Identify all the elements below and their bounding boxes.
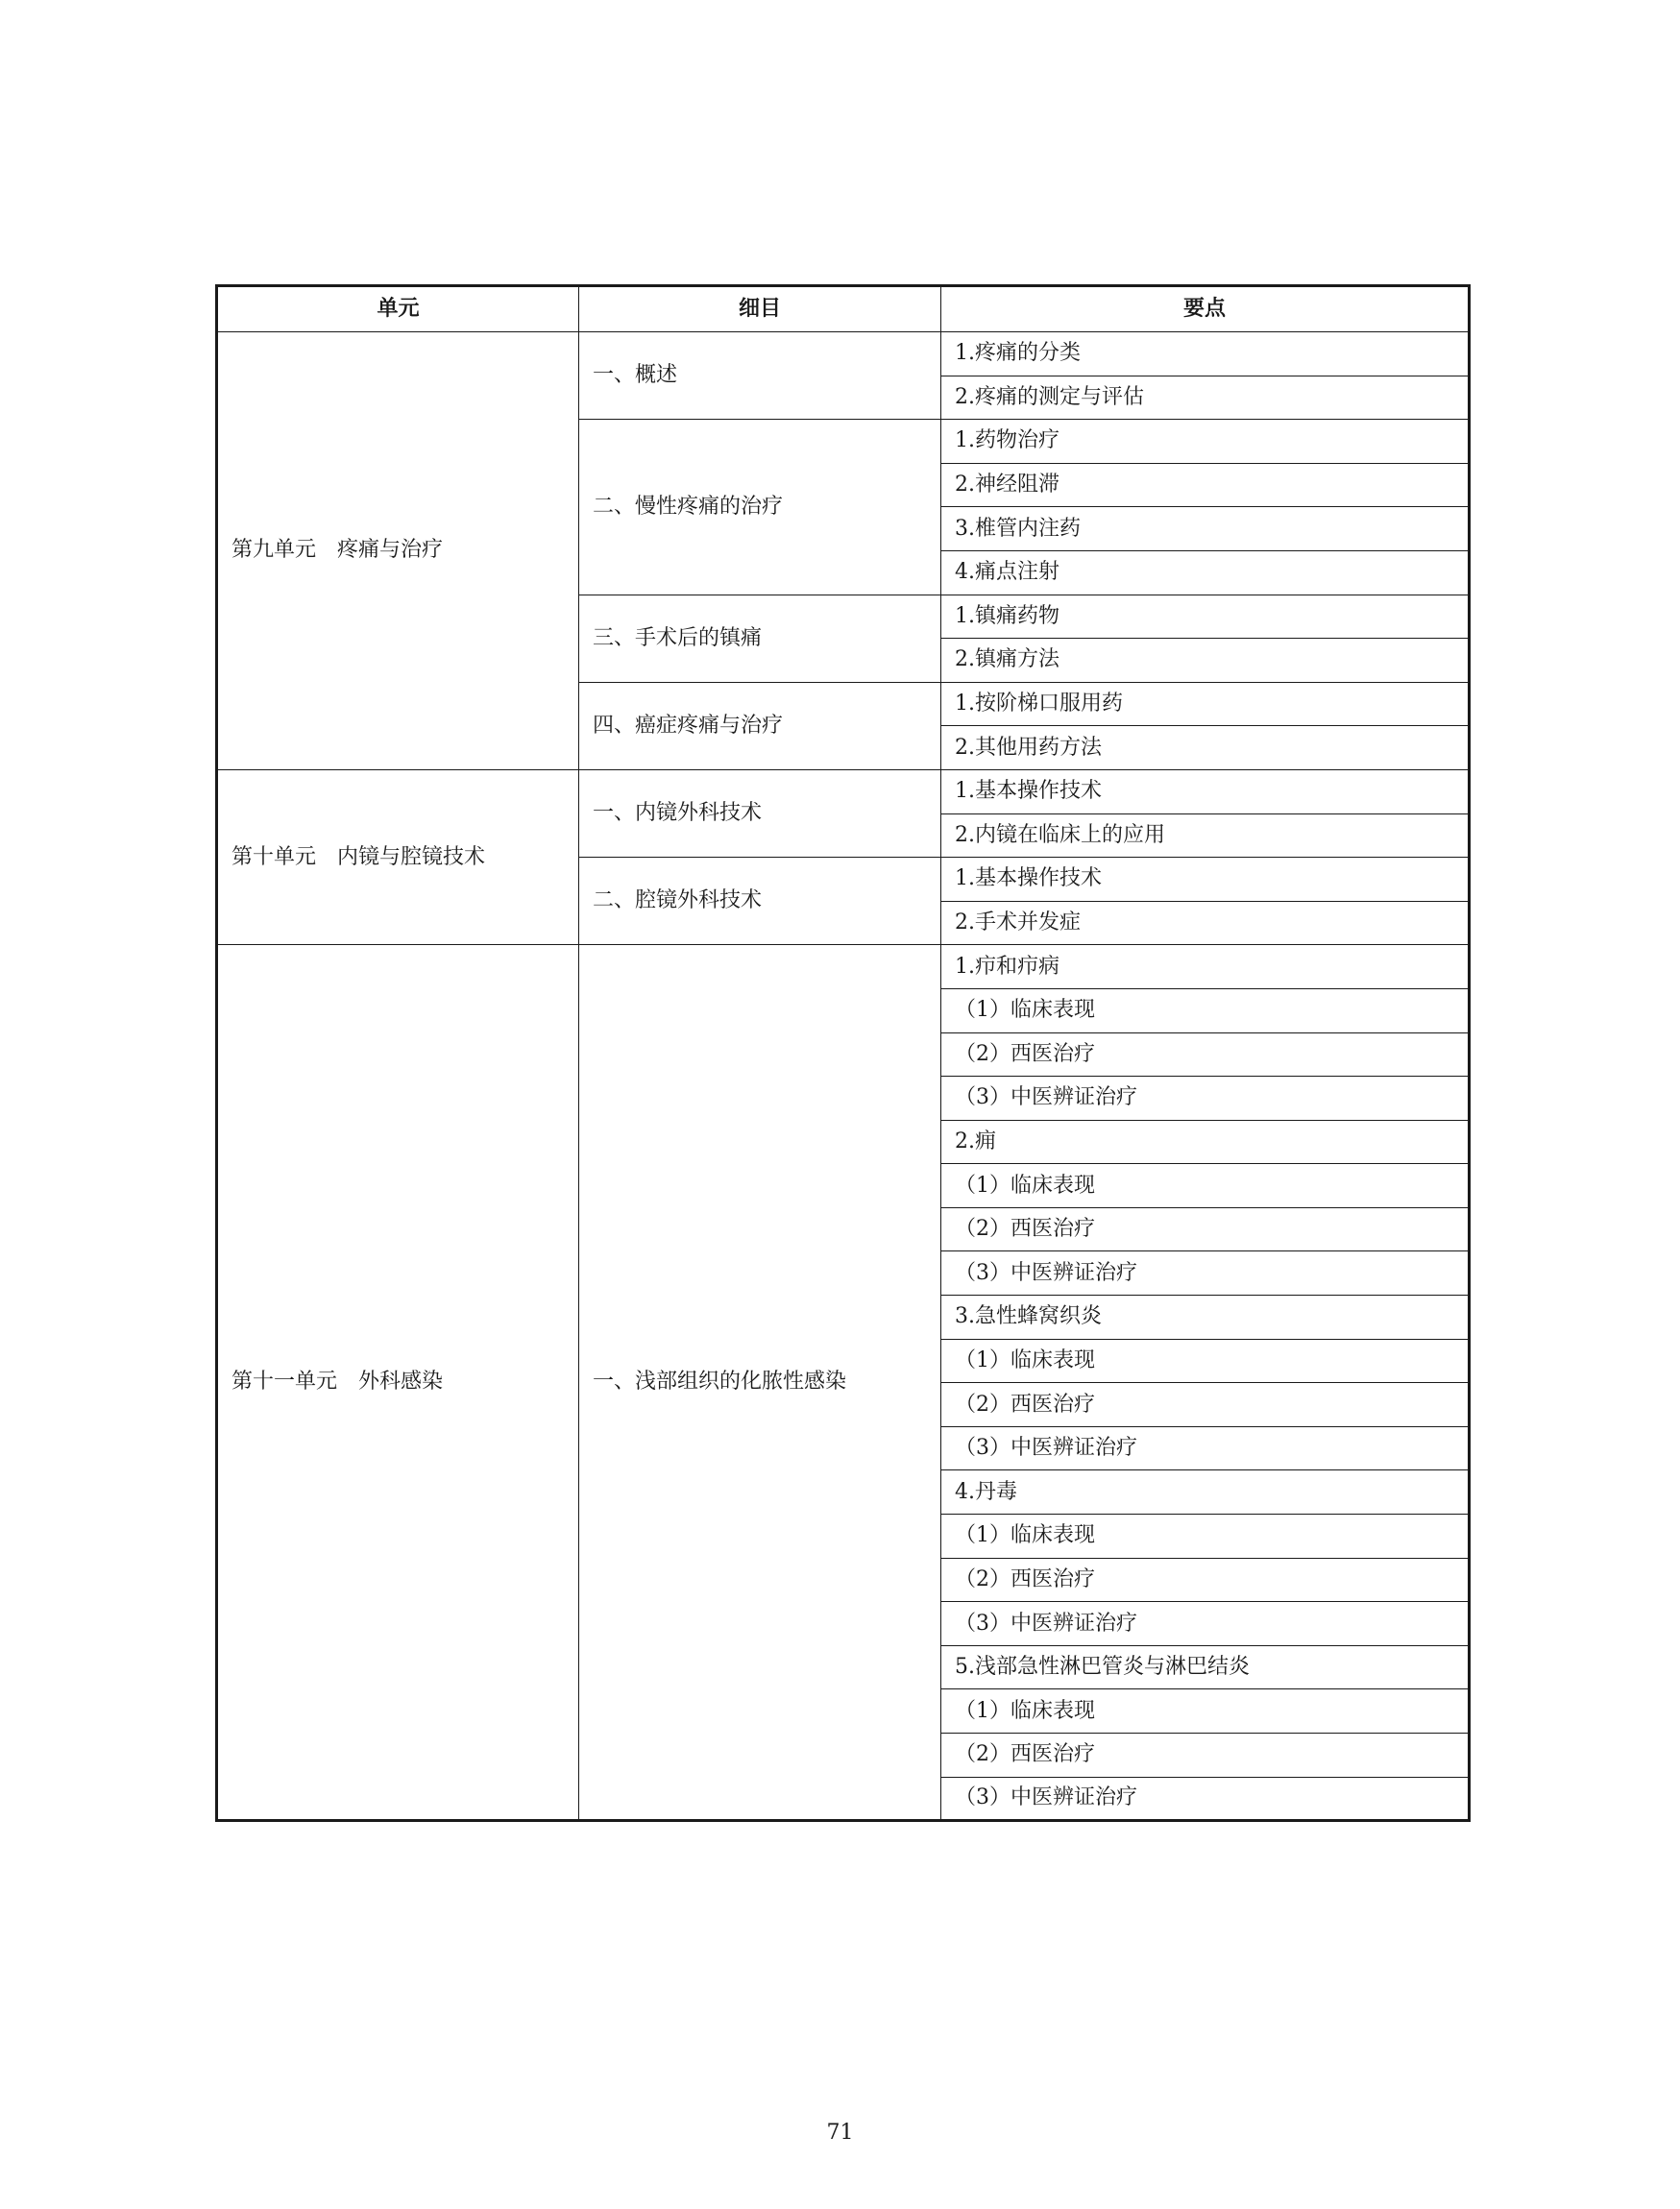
table-header-row <box>217 286 1470 332</box>
point-cell: 1.基本操作技术 <box>941 769 1470 813</box>
syllabus-table <box>215 284 1471 1822</box>
point-cell: 2.镇痛方法 <box>941 639 1470 683</box>
point-cell: （1）临床表现 <box>941 1689 1470 1734</box>
point-cell: （1）临床表现 <box>941 1515 1470 1559</box>
point-cell: （2）西医治疗 <box>941 1734 1470 1778</box>
header-unit: 单元 <box>217 286 579 332</box>
table-row <box>217 332 1470 376</box>
unit-cell: 第九单元 疼痛与治疗 <box>217 332 579 770</box>
point-cell: （3）中医辨证治疗 <box>941 1602 1470 1646</box>
point-cell: （1）临床表现 <box>941 1164 1470 1208</box>
table-row <box>217 769 1470 813</box>
point-cell: （3）中医辨证治疗 <box>941 1426 1470 1470</box>
section-cell: 三、手术后的镇痛 <box>579 595 941 682</box>
point-cell: （2）西医治疗 <box>941 1207 1470 1251</box>
point-cell: （2）西医治疗 <box>941 1558 1470 1602</box>
section-cell: 四、癌症疼痛与治疗 <box>579 682 941 769</box>
header-section: 细目 <box>579 286 941 332</box>
section-cell: 二、慢性疼痛的治疗 <box>579 420 941 595</box>
point-cell: 1.镇痛药物 <box>941 595 1470 639</box>
point-cell: （2）西医治疗 <box>941 1032 1470 1077</box>
point-cell: 5.浅部急性淋巴管炎与淋巴结炎 <box>941 1645 1470 1689</box>
table-row <box>217 945 1470 989</box>
unit-cell: 第十一单元 外科感染 <box>217 945 579 1821</box>
section-cell: 二、腔镜外科技术 <box>579 858 941 945</box>
point-cell: （2）西医治疗 <box>941 1383 1470 1427</box>
section-cell: 一、浅部组织的化脓性感染 <box>579 945 941 1821</box>
unit-cell: 第十单元 内镜与腔镜技术 <box>217 769 579 944</box>
point-cell: 1.药物治疗 <box>941 420 1470 464</box>
point-cell: 3.急性蜂窝织炎 <box>941 1296 1470 1340</box>
point-cell: 2.痈 <box>941 1120 1470 1164</box>
point-cell: （3）中医辨证治疗 <box>941 1251 1470 1296</box>
point-cell: 2.手术并发症 <box>941 901 1470 945</box>
point-cell: 2.其他用药方法 <box>941 726 1470 770</box>
point-cell: 1.基本操作技术 <box>941 858 1470 902</box>
header-points: 要点 <box>941 286 1470 332</box>
point-cell: （3）中医辨证治疗 <box>941 1077 1470 1121</box>
section-cell: 一、内镜外科技术 <box>579 769 941 857</box>
point-cell: 1.疼痛的分类 <box>941 332 1470 376</box>
point-cell: （3）中医辨证治疗 <box>941 1777 1470 1821</box>
point-cell: 4.痛点注射 <box>941 550 1470 595</box>
section-cell: 一、概述 <box>579 332 941 420</box>
point-cell: （1）临床表现 <box>941 1339 1470 1383</box>
point-cell: 2.疼痛的测定与评估 <box>941 376 1470 420</box>
point-cell: 2.内镜在临床上的应用 <box>941 813 1470 858</box>
table-body <box>217 332 1470 1821</box>
point-cell: 4.丹毒 <box>941 1470 1470 1515</box>
page-number: 71 <box>826 2121 854 2145</box>
point-cell: 2.神经阻滞 <box>941 463 1470 507</box>
point-cell: 1.按阶梯口服用药 <box>941 682 1470 726</box>
point-cell: 1.疖和疖病 <box>941 945 1470 989</box>
point-cell: 3.椎管内注药 <box>941 507 1470 551</box>
point-cell: （1）临床表现 <box>941 988 1470 1032</box>
